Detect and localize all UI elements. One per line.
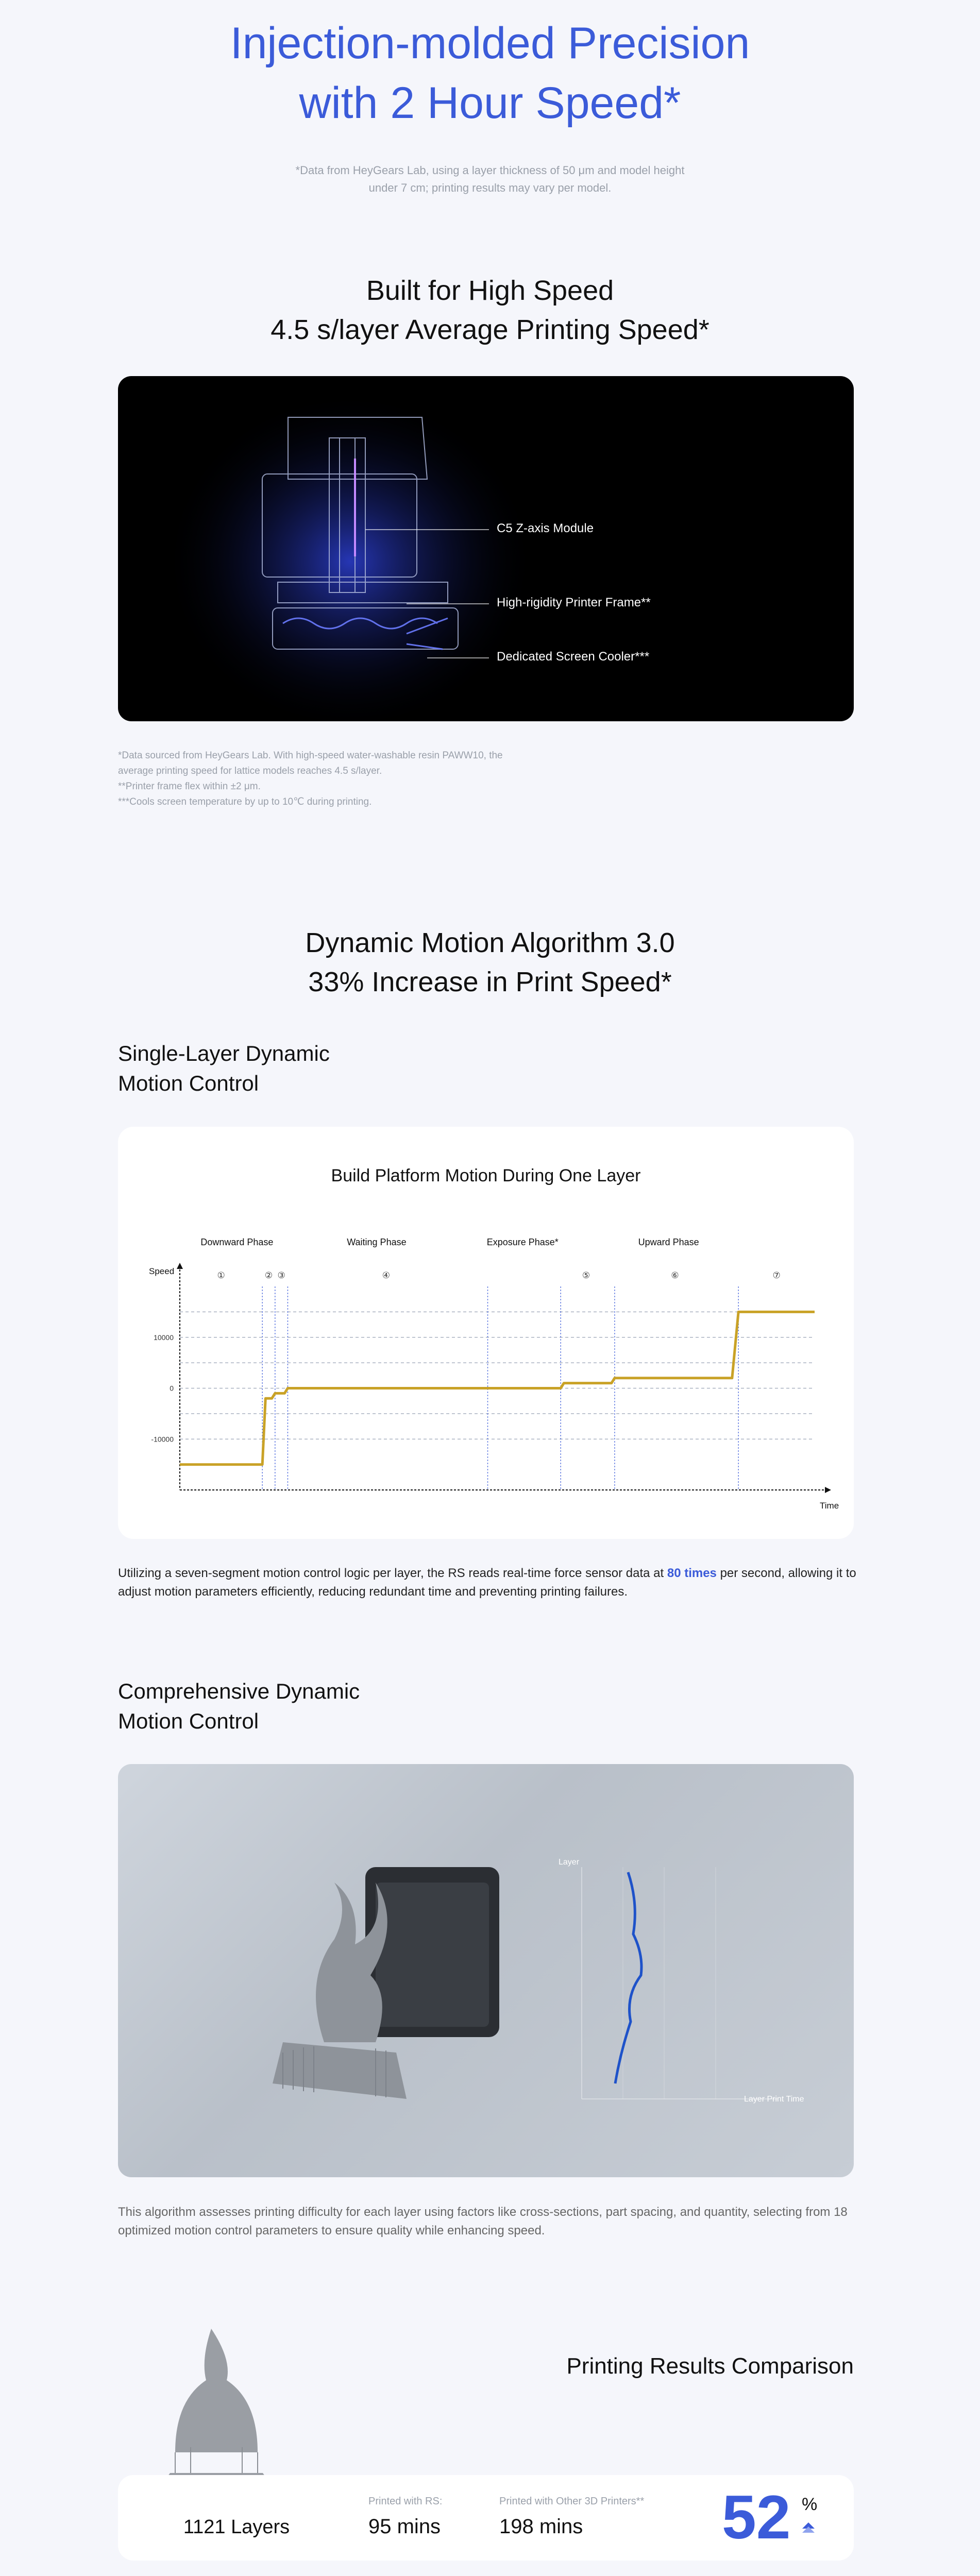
y-tick-label: 10000: [154, 1333, 174, 1342]
inset-ylabel: Layer: [559, 1858, 580, 1867]
body-text: per second, allowing it to adjust motion parameters efficiently, reducing redundant time and preventing printing failures.: [118, 1566, 856, 1599]
algorithm-title: [0, 923, 980, 1002]
segment-label: ⑦: [772, 1270, 781, 1281]
segment-label: ④: [382, 1270, 391, 1281]
segment-label: ③: [277, 1270, 285, 1281]
y-tick-label: -10000: [151, 1435, 174, 1444]
x-axis-label: Time: [820, 1501, 839, 1511]
segment-label: ⑥: [671, 1270, 679, 1281]
single-layer-body: [118, 1564, 860, 1601]
single-layer-title: [118, 1039, 330, 1098]
y-axis-label: Speed: [149, 1266, 175, 1276]
motion-chart: [118, 1127, 854, 1539]
phase-label: Waiting Phase: [347, 1237, 407, 1247]
speed-note: ***Cools screen temperature by up to 10℃ during printing.: [118, 796, 372, 807]
speed-footnotes: [118, 748, 685, 810]
x-axis-arrow: [825, 1487, 831, 1493]
hero-note: [0, 162, 980, 197]
callout-frame: High-rigidity Printer Frame**: [497, 596, 651, 609]
printed-model-photo: [118, 1764, 854, 2177]
phase-label: Upward Phase: [638, 1237, 699, 1247]
rs-label: Printed with RS:: [368, 2496, 443, 2507]
inset-xlabel: Layer Print Time: [744, 2095, 804, 2104]
comprehensive-title-line2: Motion Control: [118, 1709, 259, 1733]
single-layer-title-line1: Single-Layer Dynamic: [118, 1041, 330, 1065]
speed-note: average printing speed for lattice models reaches 4.5 s/layer.: [118, 766, 382, 776]
percent-sign: %: [802, 2495, 818, 2514]
speed-increase-pct: 52: [722, 2483, 791, 2552]
speed-title: [0, 271, 980, 349]
printer-xray-image: [118, 376, 854, 721]
other-label: Printed with Other 3D Printers**: [499, 2496, 645, 2507]
y-tick-label: 0: [170, 1384, 174, 1393]
algorithm-title-line1: Dynamic Motion Algorithm 3.0: [305, 927, 675, 958]
motion-chart-card: [118, 1127, 854, 1539]
hero-title-line2: with 2 Hour Speed*: [299, 78, 681, 128]
hero-note-line2: under 7 cm; printing results may vary per model.: [368, 181, 612, 194]
hero-title-line1: Injection-molded Precision: [230, 19, 750, 68]
segment-label: ②: [264, 1270, 273, 1281]
chart-title: Build Platform Motion During One Layer: [331, 1166, 641, 1185]
hero-note-line1: *Data from HeyGears Lab, using a layer thickness of 50 μm and model height: [295, 164, 685, 177]
body-text: Utilizing a seven-segment motion control logic per layer, the RS reads real-time force sensor data at: [118, 1566, 667, 1580]
segment-label: ⑤: [582, 1270, 590, 1281]
phase-label: Exposure Phase*: [486, 1237, 559, 1247]
speed-note: *Data sourced from HeyGears Lab. With high-speed water-washable resin PAWW10, the: [118, 750, 503, 761]
photo-illustration: [118, 1764, 854, 2177]
rs-time: 95 mins: [368, 2515, 441, 2538]
callout-z-axis: C5 Z-axis Module: [497, 521, 594, 535]
y-axis-arrow: [177, 1263, 183, 1269]
phase-label: Downward Phase: [200, 1237, 274, 1247]
results-title: Printing Results Comparison: [566, 2353, 854, 2379]
segment-label: ①: [217, 1270, 225, 1281]
comprehensive-body: This algorithm assesses printing difficulty for each layer using factors like cross-sections, part spacing, and quantity, selecting from 18 optimized motion control parameters to ensure quality while enhancing speed.: [118, 2205, 848, 2238]
speed-title-line2: 4.5 s/layer Average Printing Speed*: [271, 314, 709, 345]
single-layer-title-line2: Motion Control: [118, 1071, 259, 1095]
layers-count: 1121 Layers: [183, 2516, 290, 2538]
result-card-1: [118, 2475, 854, 2561]
arrow-up-icon: [801, 2520, 816, 2535]
callout-screen-cooler: Dedicated Screen Cooler***: [497, 650, 650, 664]
speed-note: **Printer frame flex within ±2 μm.: [118, 781, 261, 792]
highlight-80-times: 80 times: [667, 1566, 717, 1580]
comprehensive-title-line1: Comprehensive Dynamic: [118, 1679, 360, 1703]
comprehensive-title: [118, 1676, 360, 1736]
hero-title: [0, 13, 980, 133]
printer-illustration: [118, 376, 854, 721]
other-time: 198 mins: [499, 2515, 583, 2538]
algorithm-title-line2: 33% Increase in Print Speed*: [308, 967, 672, 997]
speed-title-line1: Built for High Speed: [366, 275, 614, 306]
